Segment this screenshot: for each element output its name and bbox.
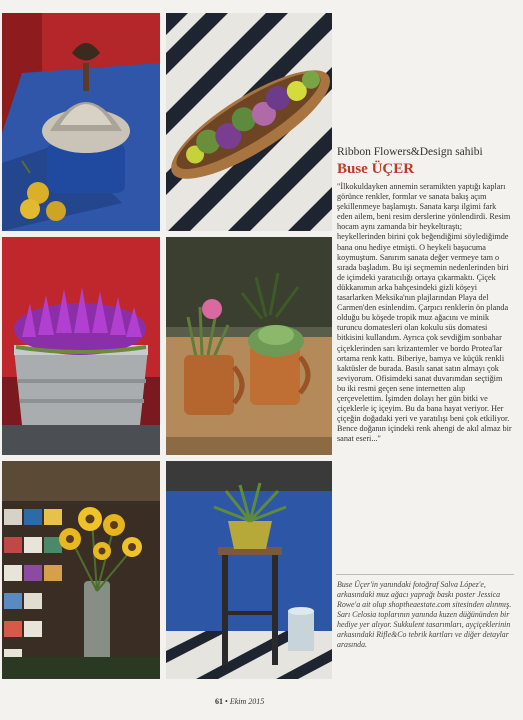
photo-copper-mugs <box>166 237 332 455</box>
photo-purple-heather-tub <box>2 237 160 455</box>
photo-sunflowers-cards <box>2 461 160 679</box>
issue-date: Ekim 2015 <box>229 697 265 706</box>
article-text-column <box>337 146 512 444</box>
photo-plant-stool <box>166 461 332 679</box>
photo-caption: Buse Üçer'in yanındaki fotoğraf Salva López'e, arkasındaki muz ağacı yaprağı baskı poster Jessica Rowe'a ait olup shoptheaestate.com sitesinden alınmış. Sarı Celosia toplarının yanında kuzen düğününden bir hediye yer alıyor. Sukkulent tasarımları, ayçiçeklerinin arkasındaki Rifle&Co tebrik kartları ve diğer detaylar arasında. <box>337 580 512 649</box>
photo-silver-jar <box>2 13 160 231</box>
footer-separator: • <box>225 697 230 706</box>
article-subtitle: Ribbon Flowers&Design sahibi <box>337 146 483 158</box>
article-name: Buse ÜÇER <box>337 161 415 177</box>
photo-succulent-tray <box>166 13 332 231</box>
caption-divider <box>336 574 514 575</box>
article-body <box>337 182 512 444</box>
page-footer <box>215 697 264 706</box>
article-body-text: "İlkokuldayken annemin seramikten yaptığı kapları görünce renkler, formlar ve sanata bakış açım şekillenmeye başlamıştı. Sanata karşı ilgimi fark eden ailem, beni resim derslerine yönlendirdi. Resim hocam aynı zamanda bir heykeltıraştı; heykellerinden birini çok beğendiğimi söylediğimde bana onu hediye etmişti. O heykeli başucuma koymuştum. Sanırım sanata değer vermeye tam o sırada başladım. Bu işi seçmemin nedenlerinden biri de içimdeki yaratıcılığı ortaya çıkarmaktı. Çiçek dükkanımın arka bahçesindeki gizli köşeyi tasarlarken Meksika'nın plajlarından Playa del Carmen'den esinlendim. Çarpıcı renklerin ön planda olduğu bu köşede tropik muz ağacını ve minik turuncu domatesleri olan kokulu süs domatesi bitkisini kullandım. Ayrıca çok sevdiğim sonbahar çiçeklerinden sarı krizantemler ve bordo Protea'lar ortama renk kattı. Biberiye, bamya ve küçük renkli kaktüsler de burada. Basılı sanat satın almayı çok seviyorum. Ofisimdeki sanat duvarımdan seçtiğim bu iki resmi geçen sene internetten alıp çerçevelettim. İşimden dolayı her gün bitki ve çiçeklerle iç içeyim. Bu da bana hayat veriyor. Her çiçeğin doğadaki yeri ve yaratılışı beni çok etkiliyor. Bence doğanın içindeki renk ahengi de akıl almaz bir sanat eseri..." <box>337 182 512 444</box>
page-number: 61 <box>215 697 223 706</box>
